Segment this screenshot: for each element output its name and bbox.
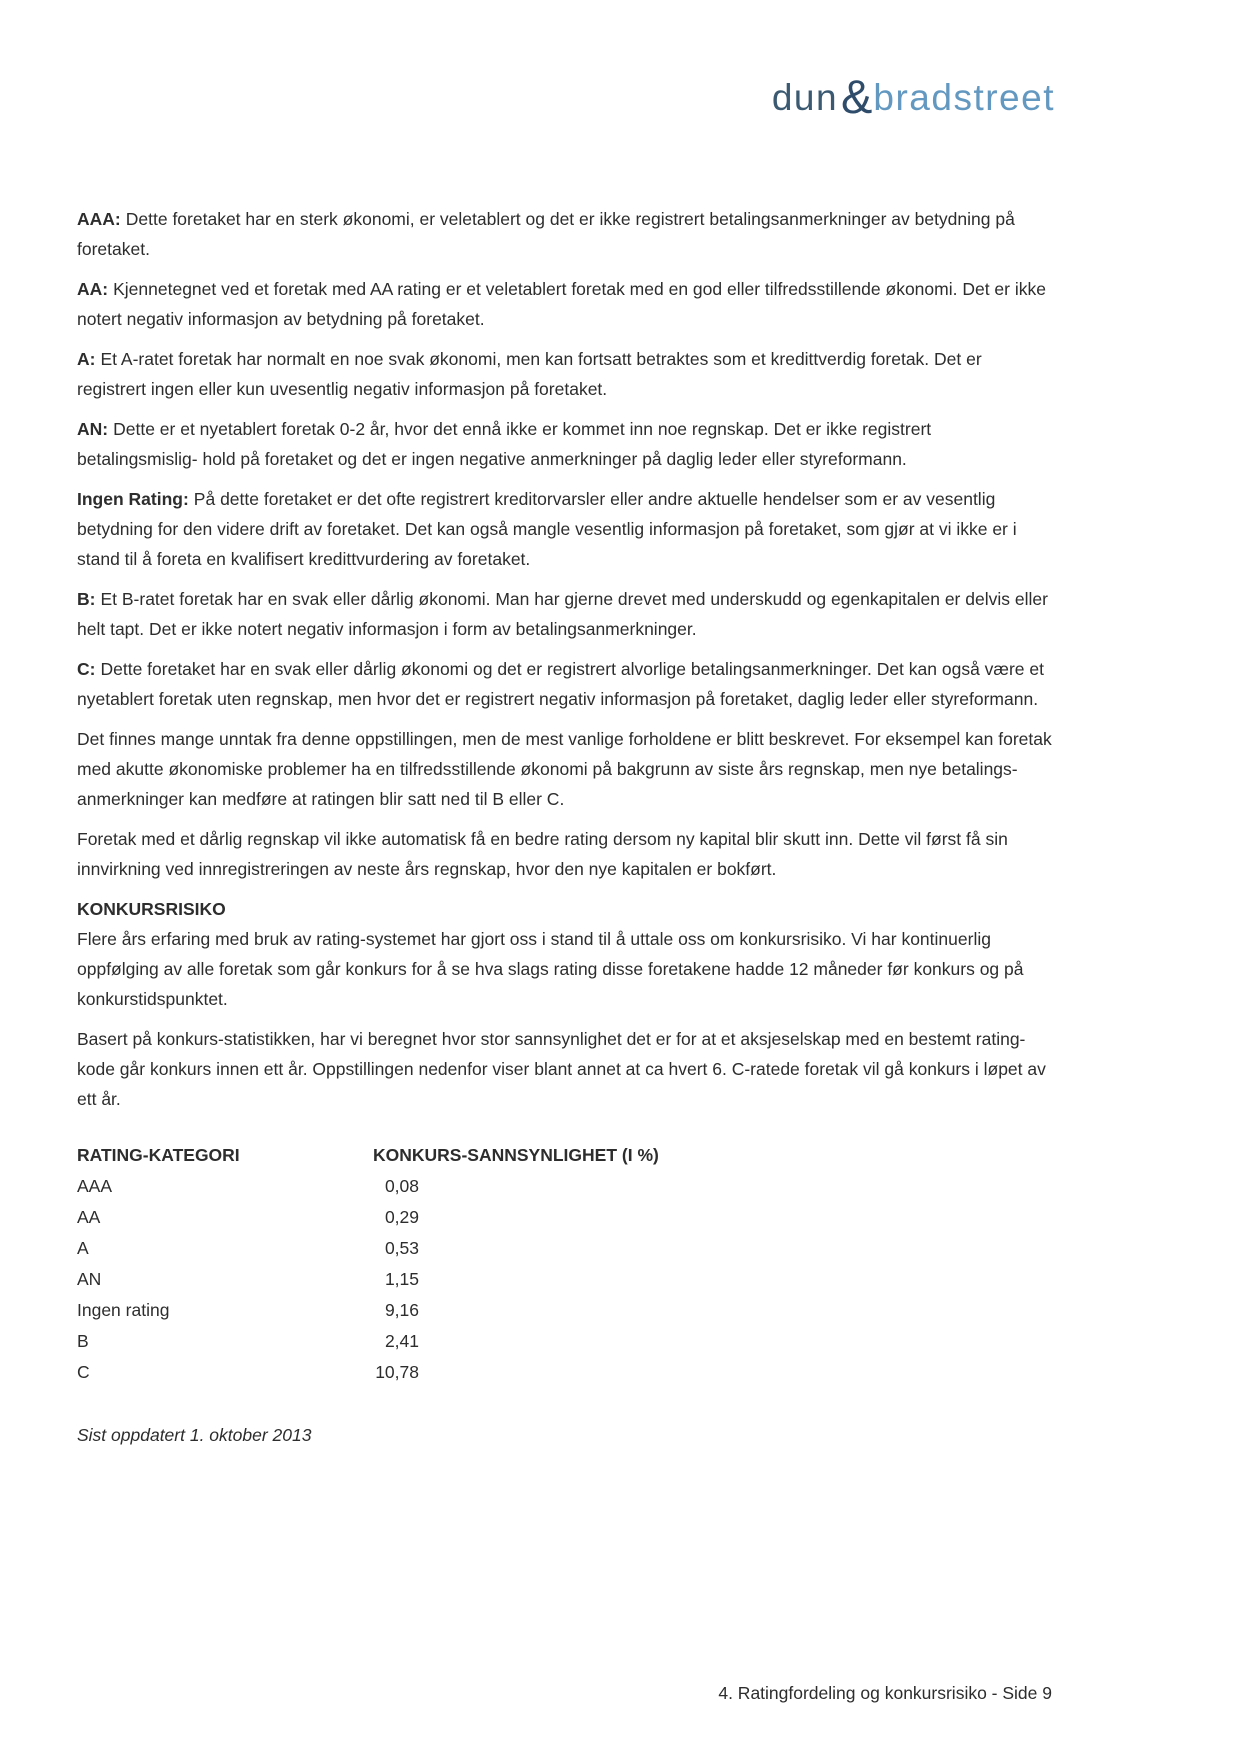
paragraph-b [77,584,1052,644]
konkursrisiko-heading: KONKURSRISIKO [77,899,226,919]
page-footer: 4. Ratingfordeling og konkursrisiko - Side 9 [718,1683,1052,1703]
rating-label-an: AN: [77,419,109,439]
cell-probability: 9,16 [384,1300,419,1320]
paragraph-a [77,344,1052,404]
cell-probability: 0,08 [384,1176,419,1196]
table-row [77,1264,1052,1295]
rating-label-ingen-rating: Ingen Rating: [77,489,189,509]
rating-label-a: A: [77,349,96,369]
table-header-row [77,1140,1052,1171]
cell-rating: AA [77,1207,101,1227]
paragraph-exceptions-text: Det finnes mange unntak fra denne oppstillingen, men de mest vanlige forholdene er blitt beskrevet. For eksempel kan foretak med akutte økonomiske problemer ha en tilfredsstillende økonomi på bakgrunn av siste års regnskap, men nye betalings- anmerkninger kan medføre at ratingen blir satt ned til B eller C. [77,729,1052,809]
paragraph-c [77,654,1052,714]
rating-label-aa: AA: [77,279,109,299]
table-row [77,1171,1052,1202]
column-header-rating-kategori: RATING-KATEGORI [77,1145,240,1165]
paragraph-a-text: Et A-ratet foretak har normalt en noe svak økonomi, men kan fortsatt betraktes som et kredittverdig foretak. Det er registrert ingen eller kun uvesentlig negativ informasjon på foretaket. [77,349,982,399]
table-row [77,1295,1052,1326]
logo-text-bradstreet: bradstreet [873,77,1055,118]
logo-text-dun: dun [771,77,839,118]
rating-label-b: B: [77,589,96,609]
paragraph-aa-text: Kjennetegnet ved et foretak med AA rating er et veletablert foretak med en god eller tilfredsstillende økonomi. Det er ikke notert negativ informasjon av betydning på foretaket. [77,279,1046,329]
cell-probability: 0,53 [384,1238,419,1258]
paragraph-c-text: Dette foretaket har en svak eller dårlig økonomi og det er registrert alvorlige betalingsanmerkninger. Det kan også være et nyetablert foretak uten regnskap, men hvor det er registrert negativ informasjon på foretaket, daglig leder eller styreformann. [77,659,1044,709]
table-row [77,1326,1052,1357]
column-header-konkurs-sannsynlighet: KONKURS-SANNSYNLIGHET (I %) [373,1145,659,1165]
cell-rating: AAA [77,1176,113,1196]
logo-ampersand-icon: & [841,70,873,123]
cell-probability: 1,15 [384,1269,419,1289]
table-row [77,1357,1052,1388]
paragraph-an-text: Dette er et nyetablert foretak 0-2 år, hvor det ennå ikke er kommet inn noe regnskap. Det er ikke registrert betalingsmislig- hold på foretaket og det er ingen negative anmerkninger på daglig leder eller styreformann. [77,419,932,469]
paragraph-exceptions [77,724,1052,814]
rating-label-c: C: [77,659,96,679]
paragraph-aaa-text: Dette foretaket har en sterk økonomi, er veletablert og det er ikke registrert betalingsanmerkninger av betydning på foretaket. [77,209,1015,259]
cell-probability: 0,29 [384,1207,419,1227]
paragraph-ingen-rating-text: På dette foretaket er det ofte registrert kreditorvarsler eller andre aktuelle hendelser som er av vesentlig betydning for den videre drift av foretaket. Det kan også mangle vesentlig informasjon på foretaket, som gjør at vi ikke er i stand til å foreta en kvalifisert kredittvurdering av foretaket. [77,489,1017,569]
rating-label-aaa: AAA: [77,209,121,229]
konkursrisiko-paragraph-2: Basert på konkurs-statistikken, har vi beregnet hvor stor sannsynlighet det er for at et aksjeselskap med en bestemt rating-kode går konkurs innen ett år. Oppstillingen nedenfor viser blant annet at ca hvert 6. C-ratede foretak vil gå konkurs i løpet av ett år. [77,1029,1046,1109]
paragraph-ingen-rating [77,484,1052,574]
cell-rating: AN [77,1269,102,1289]
dun-bradstreet-logo [772,66,1055,121]
paragraph-new-capital-text: Foretak med et dårlig regnskap vil ikke automatisk få en bedre rating dersom ny kapital blir skutt inn. Dette vil først få sin innvirkning ved innregistreringen av neste års regnskap, hvor den nye kapitalen er bokført. [77,829,1008,879]
konkursrisiko-paragraph-1: Flere års erfaring med bruk av rating-systemet har gjort oss i stand til å uttale oss om konkursrisiko. Vi har kontinuerlig oppfølging av alle foretak som går konkurs for å se hva slags rating disse foretakene hadde 12 måneder før konkurs og på konkurstidspunktet. [77,929,1024,1009]
cell-probability: 2,41 [384,1331,419,1351]
paragraph-b-text: Et B-ratet foretak har en svak eller dårlig økonomi. Man har gjerne drevet med underskudd og egenkapitalen er delvis eller helt tapt. Det er ikke notert negativ informasjon i form av betalingsanmerkninger. [77,589,1048,639]
table-row [77,1202,1052,1233]
rating-probability-table [77,1140,1052,1388]
paragraph-new-capital [77,824,1052,884]
cell-rating: C [77,1362,90,1382]
cell-rating: A [77,1238,89,1258]
paragraph-aaa [77,204,1052,264]
last-updated-note: Sist oppdatert 1. oktober 2013 [77,1425,312,1445]
table-row [77,1233,1052,1264]
paragraph-aa [77,274,1052,334]
paragraph-an [77,414,1052,474]
document-body [77,204,1052,1450]
cell-probability: 10,78 [375,1362,419,1382]
cell-rating: B [77,1331,89,1351]
cell-rating: Ingen rating [77,1300,170,1320]
